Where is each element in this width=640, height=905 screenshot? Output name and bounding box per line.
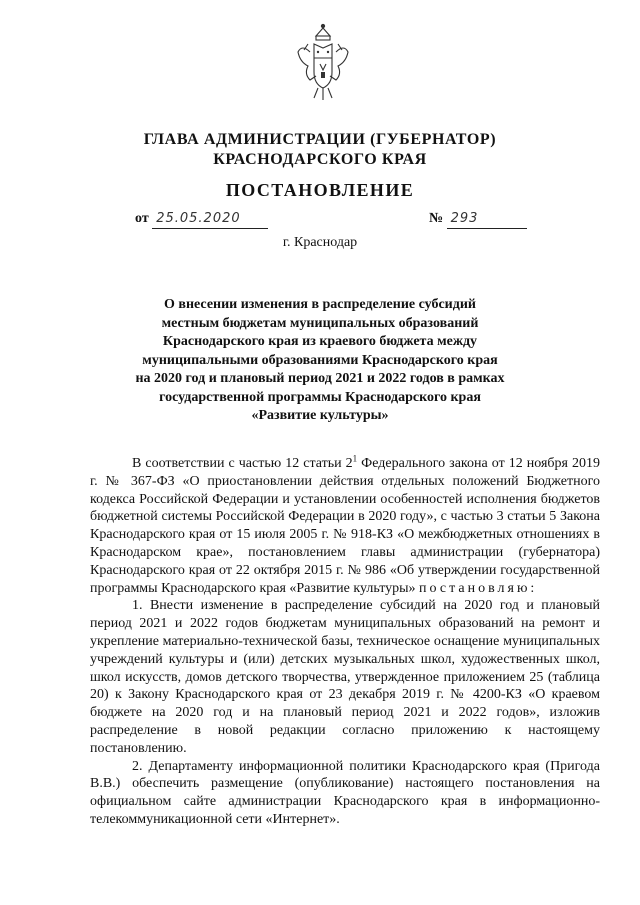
clause-1-paragraph: 1. Внести изменение в распределение субсидий на 2020 год и плановый период 2021 и 2022 годов бюджетам муниципальных образований на ремонт и укрепление материально-технической базы, техническое оснащение муниципальных учреждений культуры и (или) детских музыкальных школ, художественных школ, школ искусств, домов детского творчества, утвержденное приложением 25 (таблица 20) к Закону Краснодарского края от 23 декабря 2019 г. № 4200-КЗ «О краевом бюджете на 2020 год и на плановый период 2021 и 2022 годов», изложив распределение в новой редакции согласно приложению к настоящему постановлению. bbox=[90, 598, 600, 756]
issuing-authority bbox=[0, 130, 640, 170]
authority-line-1: ГЛАВА АДМИНИСТРАЦИИ (ГУБЕРНАТОР) bbox=[143, 131, 497, 148]
city-line: г. Краснодар bbox=[282, 235, 358, 250]
subject-line: государственной программы Краснодарского края bbox=[159, 389, 481, 405]
authority-line-2: КРАСНОДАРСКОГО КРАЯ bbox=[213, 151, 427, 168]
subject-line: на 2020 год и плановый период 2021 и 2022 годов в рамках bbox=[135, 371, 505, 386]
subject-line: местным бюджетам муниципальных образований bbox=[161, 315, 479, 331]
subject-line: «Развитие культуры» bbox=[251, 408, 389, 423]
subject-line: Краснодарского края из краевого бюджета между bbox=[162, 334, 478, 349]
preamble-start: В соответствии с частью 12 статьи 2 bbox=[132, 456, 353, 471]
date-value: 25.05.2020 bbox=[152, 210, 268, 229]
number-label: № bbox=[429, 211, 444, 226]
decree-body bbox=[90, 455, 600, 829]
number-value: 293 bbox=[447, 210, 527, 229]
date-field bbox=[135, 210, 268, 229]
clause-2-paragraph: 2. Департаменту информационной политики Краснодарского края (Пригода В.В.) обеспечить размещение (опубликование) настоящего постановления на официальном сайте администрации Краснодарского края в информационно-телекоммуникационной сети «Интернет». bbox=[90, 758, 600, 827]
decree-subject bbox=[90, 296, 550, 426]
subject-line: О внесении изменения в распределение субсидий bbox=[164, 297, 476, 312]
subject-line: муниципальными образованиями Краснодарского края bbox=[142, 352, 498, 368]
document-type-title: ПОСТАНОВЛЕНИЕ bbox=[225, 180, 415, 200]
krasnodar-coat-of-arms-icon bbox=[294, 22, 352, 102]
preamble-text: Федерального закона от 12 ноября 2019 г. № 367-ФЗ «О приостановлении действия отдельных положений Бюджетного кодекса Российской Федерации и установлении особенностей исполнения бюджетов бюджетной системы Российской Федерации в 2020 году», с частью 3 статьи 5 Закона Краснодарского края от 15 июля 2005 г. № 918-КЗ «О межбюджетных отношениях в Краснодарском крае», постановлением главы администрации (губернатора) Краснодарского края от 22 октября 2015 г. № 986 «Об утверждении государственной программы Краснодарского края «Развитие культуры» bbox=[90, 456, 600, 596]
date-label: от bbox=[135, 211, 149, 226]
number-field bbox=[429, 210, 527, 229]
article-superscript: 1 bbox=[352, 453, 358, 464]
preamble-paragraph bbox=[90, 455, 600, 597]
resolve-word: постановляю: bbox=[419, 580, 538, 596]
